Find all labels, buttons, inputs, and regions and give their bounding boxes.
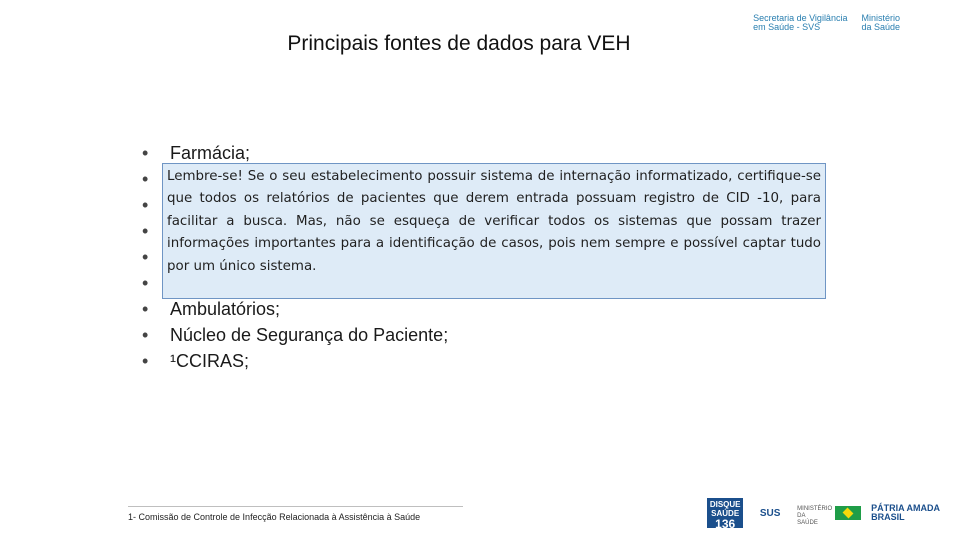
ministry-logo-line1: Ministério (861, 13, 900, 23)
brazil-flag-icon (835, 506, 861, 520)
footnote-divider (128, 506, 463, 507)
ministry-footer-logo: MINISTÉRIO DA SAÚDE (797, 506, 833, 526)
list-item: • Ambulatórios; (142, 296, 702, 322)
disque-saude-logo (707, 498, 743, 531)
svs-logo (753, 14, 847, 32)
disque-number: 136 (715, 517, 736, 531)
ministry-logo-line2: da Saúde (861, 22, 900, 32)
slide-title: Principais fontes de dados para VEH (287, 32, 631, 55)
footnote: 1- Comissão de Controle de Infecção Relacionada à Assistência à Saúde (128, 512, 421, 522)
svs-logo-line1: Secretaria de Vigilância (753, 13, 848, 23)
list-item: • Núcleo de Segurança do Paciente; (142, 322, 702, 348)
svs-logo-line2: em Saúde - SVS (753, 22, 821, 32)
brasil-line2: BRASIL (871, 512, 905, 522)
reminder-callout (162, 163, 826, 299)
list-item: • ¹CCIRAS; (142, 348, 702, 374)
footer-logos (707, 498, 940, 531)
list-item: • Farmácia; (142, 140, 702, 166)
sus-logo: SUS (759, 507, 781, 519)
brasil-line1: PÁTRIA AMADA (871, 503, 940, 513)
reminder-text: Lembre-se! Se o seu estabelecimento possuir sistema de internação informatizado, certifique-se que todos os relatórios de pacientes que derem entrada possuam registro de CID -10, para facilitar a busca. Mas, não se esqueça de verificar todos os sistemas que possam trazer informações importantes para a identificação de casos, pois nem sempre e possível captar tudo por um único sistema. (167, 169, 821, 274)
brasil-logo (871, 504, 940, 522)
header-logos (753, 14, 900, 32)
disque-label: DISQUE SAÚDE (709, 500, 741, 518)
ministry-logo (861, 14, 900, 32)
